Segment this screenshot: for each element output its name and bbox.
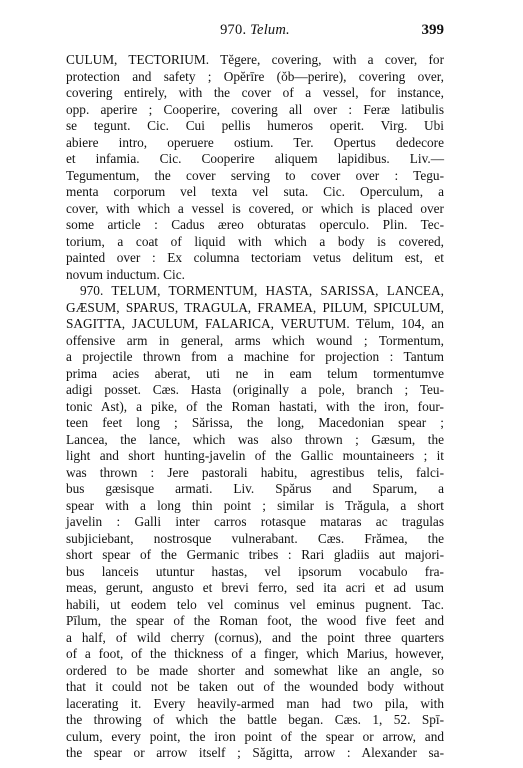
text-line: tonic Ast), a pike, of the Roman hastati, with the iron, four- xyxy=(66,398,444,414)
text-line: a half, of wild cherry (cornus), and the point three quarters xyxy=(66,629,444,645)
text-line: abiere intro, operuere ostium. Ter. Opertus dedecore xyxy=(66,134,444,150)
text-line: the spear or arrow itself ; Săgitta, arrow : Alexander sa- xyxy=(66,745,444,760)
text-line: CULUM, TECTORIUM. Tĕgere, covering, with a cover, for xyxy=(66,52,444,67)
text-line: subjiciebant, nostrosque vulnerabant. Cæs. Frămea, the xyxy=(66,530,444,546)
text-line: menta corporum vel texta vel suta. Cic. Operculum, a xyxy=(66,184,444,199)
text-line: torium, a coat of liquid with which a body is covered, xyxy=(66,233,444,249)
running-title xyxy=(66,22,444,39)
text-line: of a foot, of the thickness of a finger, which Marius, however, xyxy=(66,646,444,661)
text-line: javelin : Galli inter carros rotasque mataras ac tragulas xyxy=(66,514,444,529)
text-line: light and short hunting-javelin of the Gallic mountaineers ; it xyxy=(66,448,444,463)
text-line: a projectile thrown from a machine for projection : Tantum xyxy=(66,349,444,364)
text-line: bus gæsisque armati. Liv. Spărus and Sparum, a xyxy=(66,481,444,496)
section-number: 970. xyxy=(220,22,247,38)
text-line: spear with a long thin point ; similar is Trăgula, a short xyxy=(66,497,444,513)
text-line: painted over : Ex columna tectoriam vetus delitum est, et xyxy=(66,250,444,265)
text-line: offensive arm in general, arms which wound ; Tormentum, xyxy=(66,332,444,348)
text-line: SAGITTA, JACULUM, FALARICA, VERUTUM. Tēlum, 104, an xyxy=(66,316,444,331)
text-line: the throwing of which the battle began. Cæs. 1, 52. Spī- xyxy=(66,712,444,727)
text-line: that it could not be taken out of the wounded body without xyxy=(66,679,444,694)
text-line: short spear of the Germanic tribes : Rari gladiis aut majori- xyxy=(66,547,444,562)
text-line: GÆSUM, SPARUS, TRAGULA, FRAMEA, PILUM, SPICULUM, xyxy=(66,299,444,315)
text-line: habili, ut eodem telo vel cominus vel eminus pugnent. Tac. xyxy=(66,596,444,612)
page-number: 399 xyxy=(421,22,444,38)
text-line: se tegunt. Cic. Cui pellis humeros operit. Virg. Ubi xyxy=(66,118,444,133)
text-line: Tegumentum, the cover serving to cover over : Tegu- xyxy=(66,167,444,183)
text-line: et infamia. Cic. Cooperire aliquem lapidibus. Liv.— xyxy=(66,151,444,166)
text-line: lacerating it. Every heavily-armed man had two pila, with xyxy=(66,695,444,711)
section-heading-line: 970. TELUM, TORMENTUM, HASTA, SARISSA, LANCEA, xyxy=(80,283,444,298)
running-header xyxy=(66,22,444,42)
text-line: Pīlum, the spear of the Roman foot, the wood five feet and xyxy=(66,613,444,628)
text-line: covering entirely, with the cover of a vessel, for instance, xyxy=(66,85,444,100)
section-title: Telum. xyxy=(250,22,290,38)
text-line: some article : Cadus æreo obturatas operculo. Plin. Tec- xyxy=(66,217,444,232)
text-line: Lancea, the lance, which was also thrown ; Gæsum, the xyxy=(66,431,444,447)
text-line: culum, every point, the iron point of the spear or arrow, and xyxy=(66,728,444,744)
text-line: teen feet long ; Sărissa, the long, Macedonian spear ; xyxy=(66,415,444,430)
text-line: novum inductum. Cic. xyxy=(66,266,185,282)
text-line: adigi posset. Cæs. Hasta (originally a pole, branch ; Teu- xyxy=(66,382,444,397)
text-line: prima acies aberat, uti ne in eam telum tormentumve xyxy=(66,365,444,381)
page-body xyxy=(66,52,444,762)
text-line: bus lanceis utuntur hastas, vel ipsorum vocabulo fra- xyxy=(66,563,444,579)
text-line: was thrown : Jere pastorali habitu, agrestibus telis, falci- xyxy=(66,464,444,480)
text-line: opp. aperire ; Cooperire, covering all over : Feræ latibulis xyxy=(66,101,444,117)
text-line: protection and safety ; Opĕrīre (ŏb—perire), covering over, xyxy=(66,68,444,84)
text-line: cover, with which a vessel is covered, or which is placed over xyxy=(66,200,444,216)
text-line: ordered to be made shorter and somewhat like an angle, so xyxy=(66,662,444,678)
text-line: meas, gerunt, angusto et brevi ferro, sed ita acri et ad usum xyxy=(66,580,444,595)
